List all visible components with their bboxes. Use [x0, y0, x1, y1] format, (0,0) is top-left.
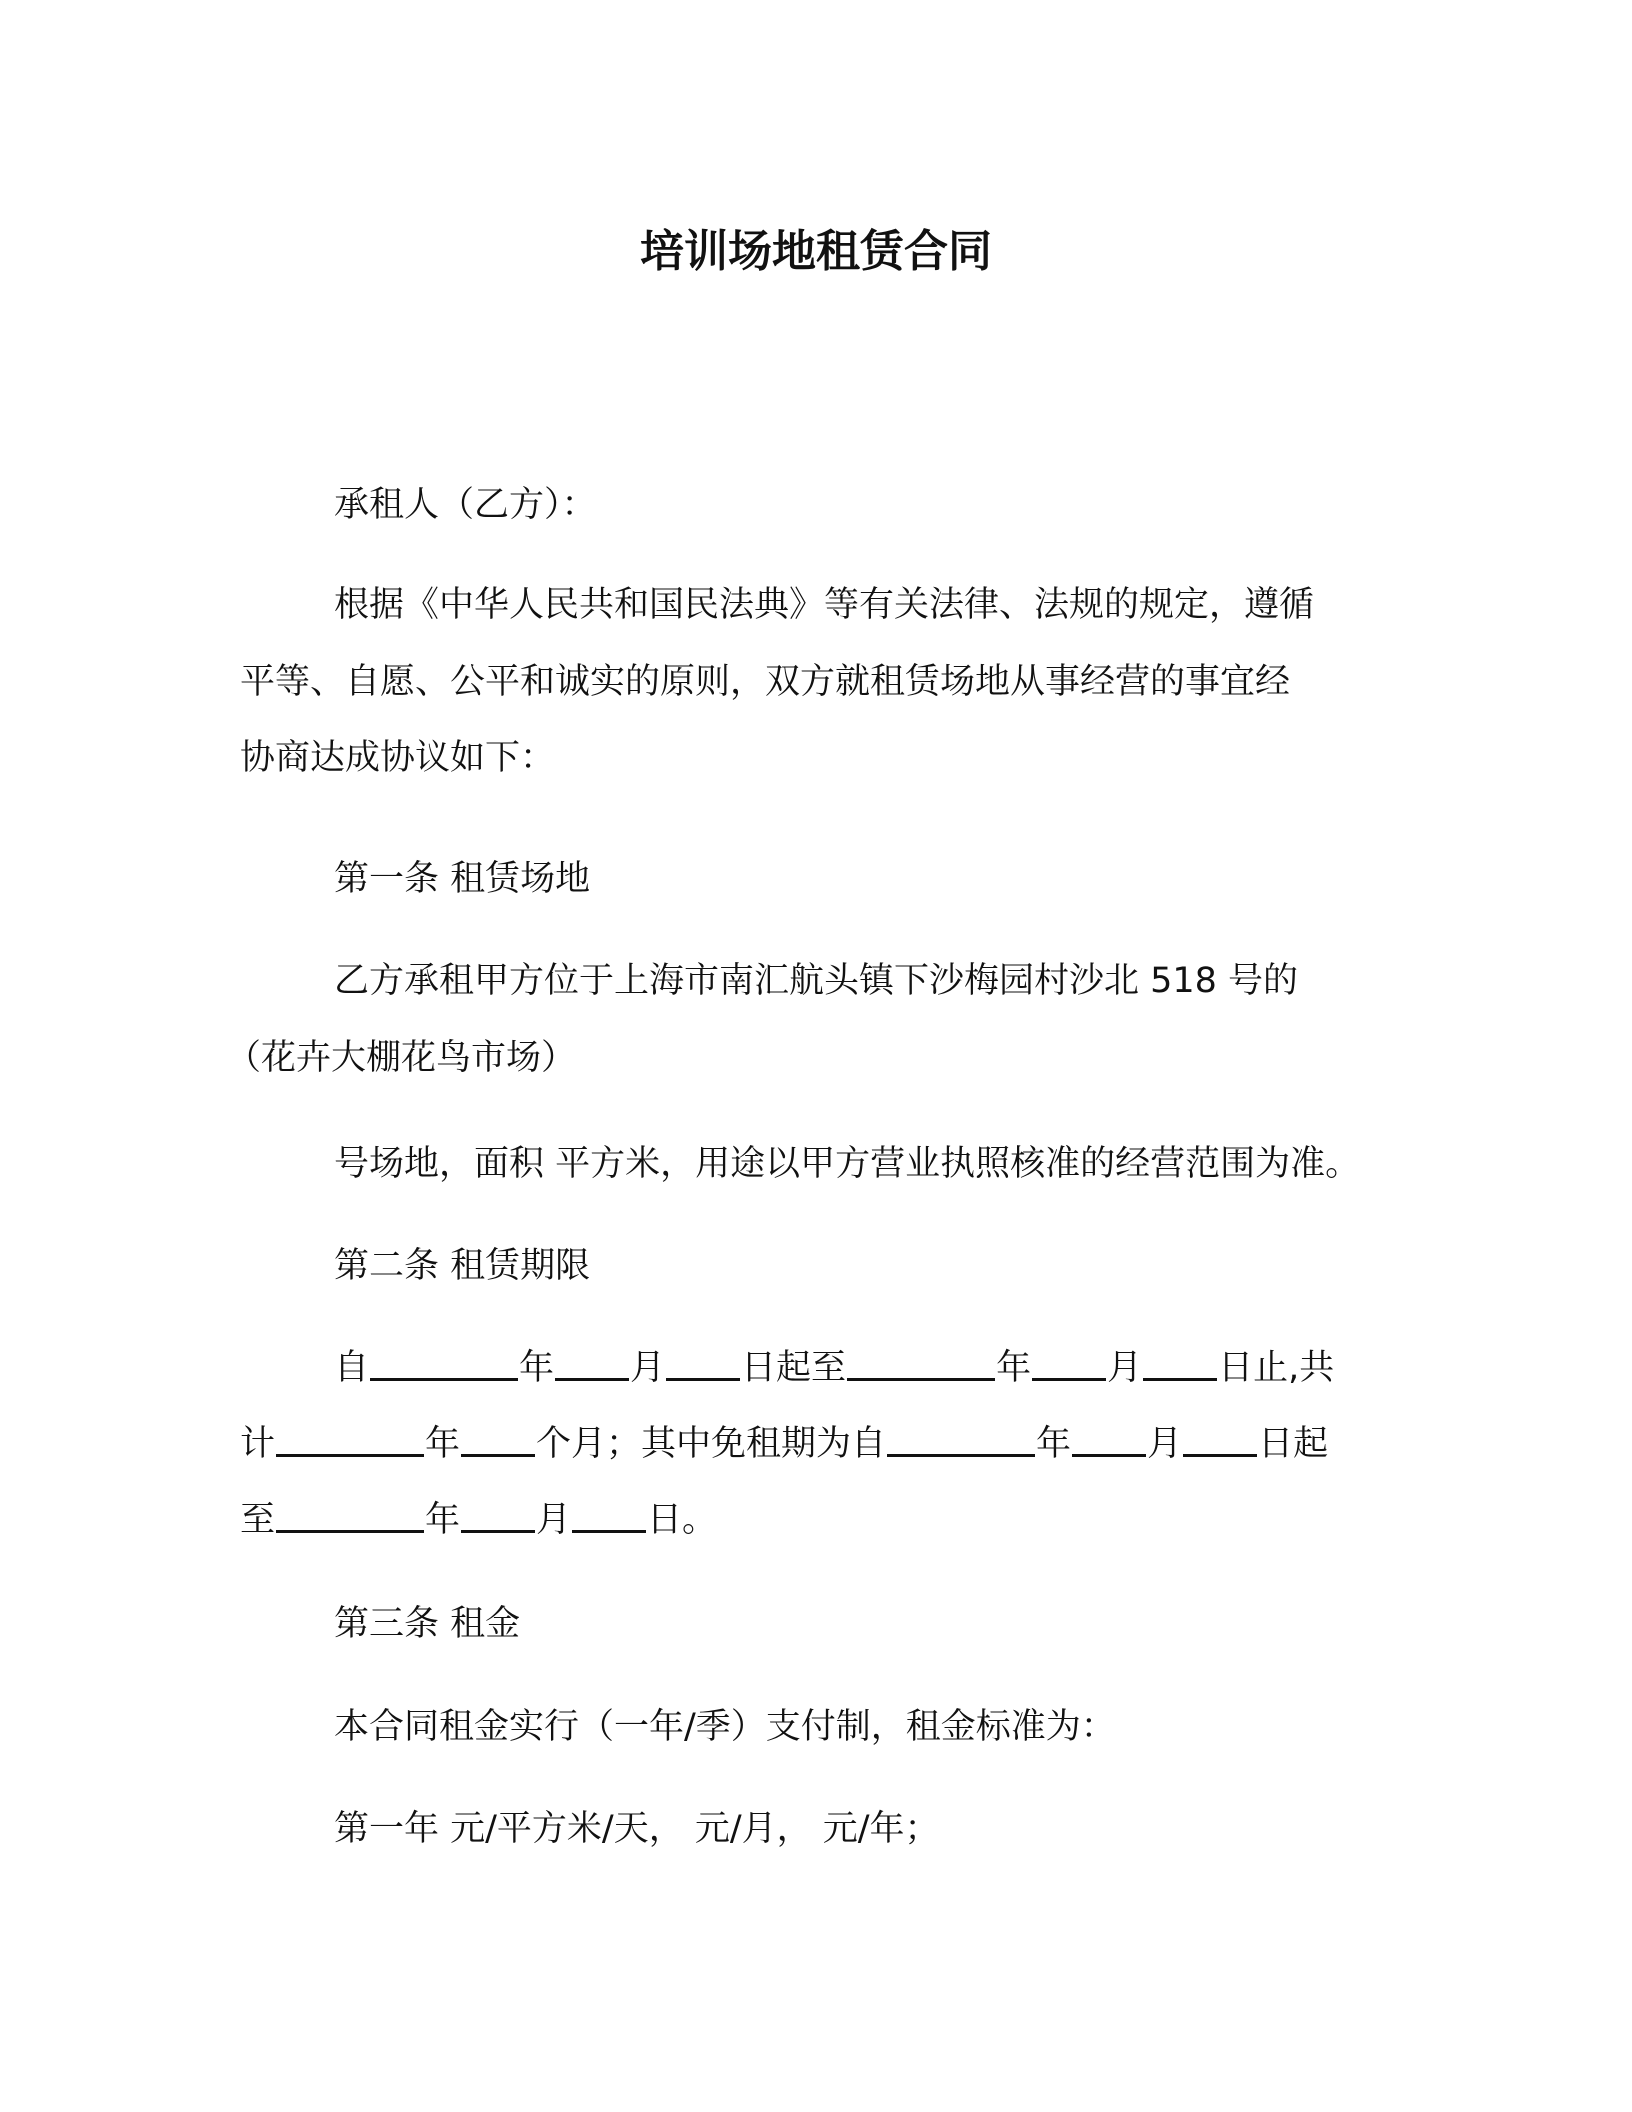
article2-term-line-2 — [240, 1421, 1328, 1467]
end-month-blank — [1032, 1346, 1106, 1381]
term-text: 个月；其中免租期为自 — [536, 1424, 887, 1464]
term-text: 日止,共 — [1218, 1348, 1335, 1388]
free-end-year-blank — [276, 1498, 424, 1533]
preamble-line-2: 平等、自愿、公平和诚实的原则，双方就租赁场地从事经营的事宜经 — [240, 662, 1291, 702]
start-year-blank — [370, 1346, 518, 1381]
total-years-blank — [276, 1422, 424, 1457]
free-start-year-blank — [887, 1422, 1035, 1457]
term-text: 计 — [240, 1424, 276, 1464]
term-text: 年 — [425, 1500, 461, 1540]
article1-line-3: 号场地，面积 平方米，用途以甲方营业执照核准的经营范围为准。 — [334, 1144, 1361, 1184]
preamble-line-1: 根据《中华人民共和国民法典》等有关法律、法规的规定，遵循 — [334, 585, 1315, 625]
end-year-blank — [847, 1346, 995, 1381]
start-day-blank — [666, 1346, 740, 1381]
document-title: 培训场地租赁合同 — [640, 226, 992, 277]
term-text: 年 — [996, 1348, 1032, 1388]
total-months-blank — [461, 1422, 535, 1457]
start-month-blank — [555, 1346, 629, 1381]
term-text: 至 — [240, 1500, 276, 1540]
term-text: 年 — [425, 1424, 461, 1464]
term-text: 日起至 — [741, 1348, 847, 1388]
article2-heading: 第二条 租赁期限 — [334, 1246, 591, 1286]
article2-term-line-1 — [334, 1345, 1334, 1391]
term-text: 日起 — [1258, 1424, 1329, 1464]
article3-line-2: 第一年 元/平方米/天， 元/月， 元/年； — [334, 1809, 940, 1849]
article1-heading: 第一条 租赁场地 — [334, 859, 591, 899]
preamble-line-3: 协商达成协议如下： — [240, 738, 556, 778]
article1-line-2: （花卉大棚花鸟市场） — [226, 1038, 577, 1078]
free-end-day-blank — [572, 1498, 646, 1533]
free-start-day-blank — [1183, 1422, 1257, 1457]
term-text: 月 — [536, 1500, 572, 1540]
term-text: 月 — [1107, 1348, 1143, 1388]
term-text: 月 — [1147, 1424, 1183, 1464]
free-end-month-blank — [461, 1498, 535, 1533]
term-text: 自 — [334, 1348, 370, 1388]
term-text: 年 — [1036, 1424, 1072, 1464]
term-text: 年 — [519, 1348, 555, 1388]
free-start-month-blank — [1072, 1422, 1146, 1457]
term-text: 日。 — [647, 1500, 718, 1540]
lessee-line: 承租人（乙方）： — [334, 485, 597, 525]
end-day-blank — [1143, 1346, 1217, 1381]
article3-heading: 第三条 租金 — [334, 1604, 521, 1644]
article3-line-1: 本合同租金实行（一年/季）支付制，租金标准为： — [334, 1707, 1116, 1747]
term-text: 月 — [630, 1348, 666, 1388]
article1-line-1: 乙方承租甲方位于上海市南汇航头镇下沙梅园村沙北 518 号的 — [334, 961, 1299, 1001]
article2-term-line-3 — [240, 1497, 717, 1543]
